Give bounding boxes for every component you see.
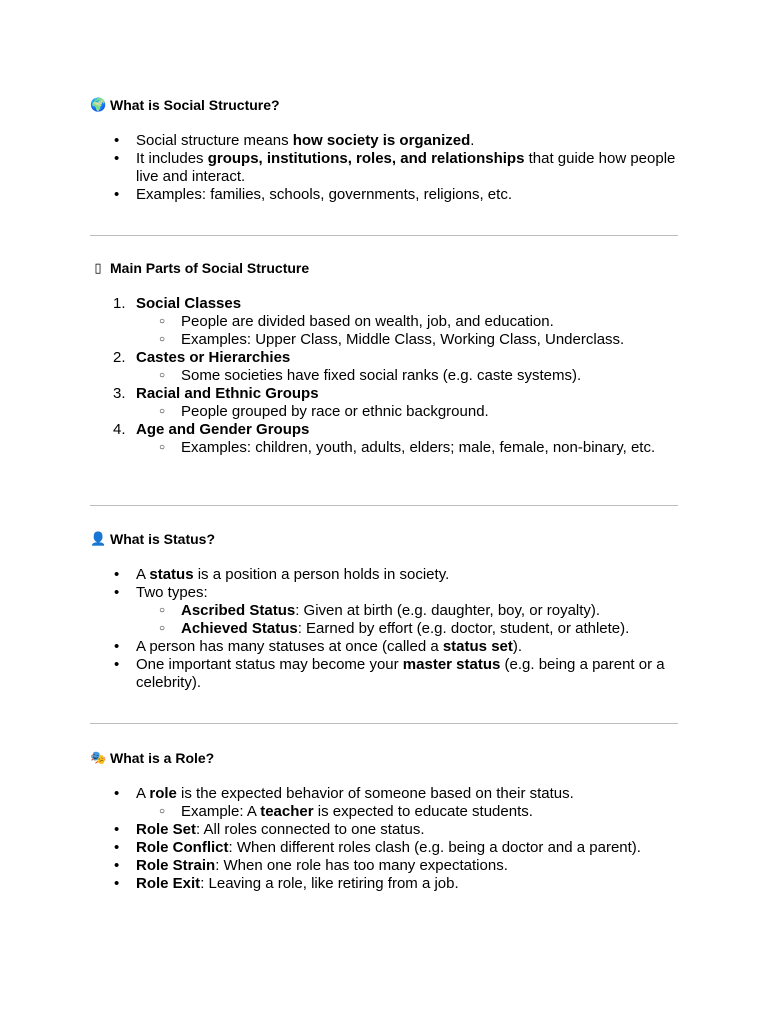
heading-text: What is a Role?: [110, 750, 215, 766]
list-item: • Role Exit: Leaving a role, like retiring from a job.: [90, 875, 678, 893]
section-role: [90, 749, 678, 893]
list-item: 1. Social Classes: [113, 295, 242, 312]
section-status: [90, 530, 678, 692]
list-item: 3. Racial and Ethnic Groups: [113, 385, 319, 402]
divider: [90, 723, 678, 724]
missing-glyph-icon: ▯: [94, 260, 102, 275]
heading-text: What is Social Structure?: [110, 97, 280, 113]
list-item: • Examples: families, schools, governments, religions, etc.: [90, 186, 678, 204]
numbered-list: [90, 295, 678, 457]
list-item: • Two types:: [90, 584, 678, 602]
list-item: • A status is a position a person holds in society.: [90, 566, 678, 584]
divider: [90, 235, 678, 236]
section-heading: [90, 749, 678, 767]
globe-icon: 🌍: [90, 97, 107, 112]
sub-list-item: ○ Ascribed Status: Given at birth (e.g. daughter, boy, or royalty).: [90, 602, 678, 620]
bullet-list: [90, 566, 678, 692]
section-heading: [90, 96, 678, 114]
list-item: • Role Strain: When one role has too many expectations.: [90, 857, 678, 875]
divider: [90, 505, 678, 506]
theater-masks-icon: 🎭: [90, 750, 107, 765]
list-item: • Role Set: All roles connected to one status.: [90, 821, 678, 839]
sub-list-item: ○ Example: A teacher is expected to educate students.: [90, 803, 678, 821]
list-item: • Role Conflict: When different roles clash (e.g. being a doctor and a parent).: [90, 839, 678, 857]
section-main-parts: [90, 259, 678, 457]
section-social-structure: [90, 96, 678, 204]
heading-text: What is Status?: [110, 531, 216, 547]
list-item: • One important status may become your master status (e.g. being a parent or a celebrity).: [90, 656, 678, 692]
sub-list-item: ○ Some societies have fixed social ranks (e.g. caste systems).: [90, 367, 678, 385]
bullet-list: [90, 132, 678, 204]
section-heading: [90, 259, 678, 277]
list-item: 2. Castes or Hierarchies: [113, 349, 291, 366]
person-icon: 👤: [90, 531, 107, 546]
sub-list-item: ○ Examples: Upper Class, Middle Class, Working Class, Underclass.: [90, 331, 678, 349]
sub-list-item: ○ People are divided based on wealth, job, and education.: [90, 313, 678, 331]
sub-list-item: ○ Examples: children, youth, adults, elders; male, female, non-binary, etc.: [90, 439, 678, 457]
list-item: • A person has many statuses at once (called a status set).: [90, 638, 678, 656]
bullet-list: [90, 785, 678, 893]
heading-text: Main Parts of Social Structure: [110, 260, 310, 276]
list-item: 4. Age and Gender Groups: [113, 421, 310, 438]
list-item: • Social structure means how society is organized.: [90, 132, 678, 150]
sub-list-item: ○ Achieved Status: Earned by effort (e.g. doctor, student, or athlete).: [90, 620, 678, 638]
list-item: • It includes groups, institutions, roles, and relationships that guide how people live and interact.: [90, 150, 678, 186]
sub-list-item: ○ People grouped by race or ethnic background.: [90, 403, 678, 421]
list-item: • A role is the expected behavior of someone based on their status.: [90, 785, 678, 803]
section-heading: [90, 530, 678, 548]
